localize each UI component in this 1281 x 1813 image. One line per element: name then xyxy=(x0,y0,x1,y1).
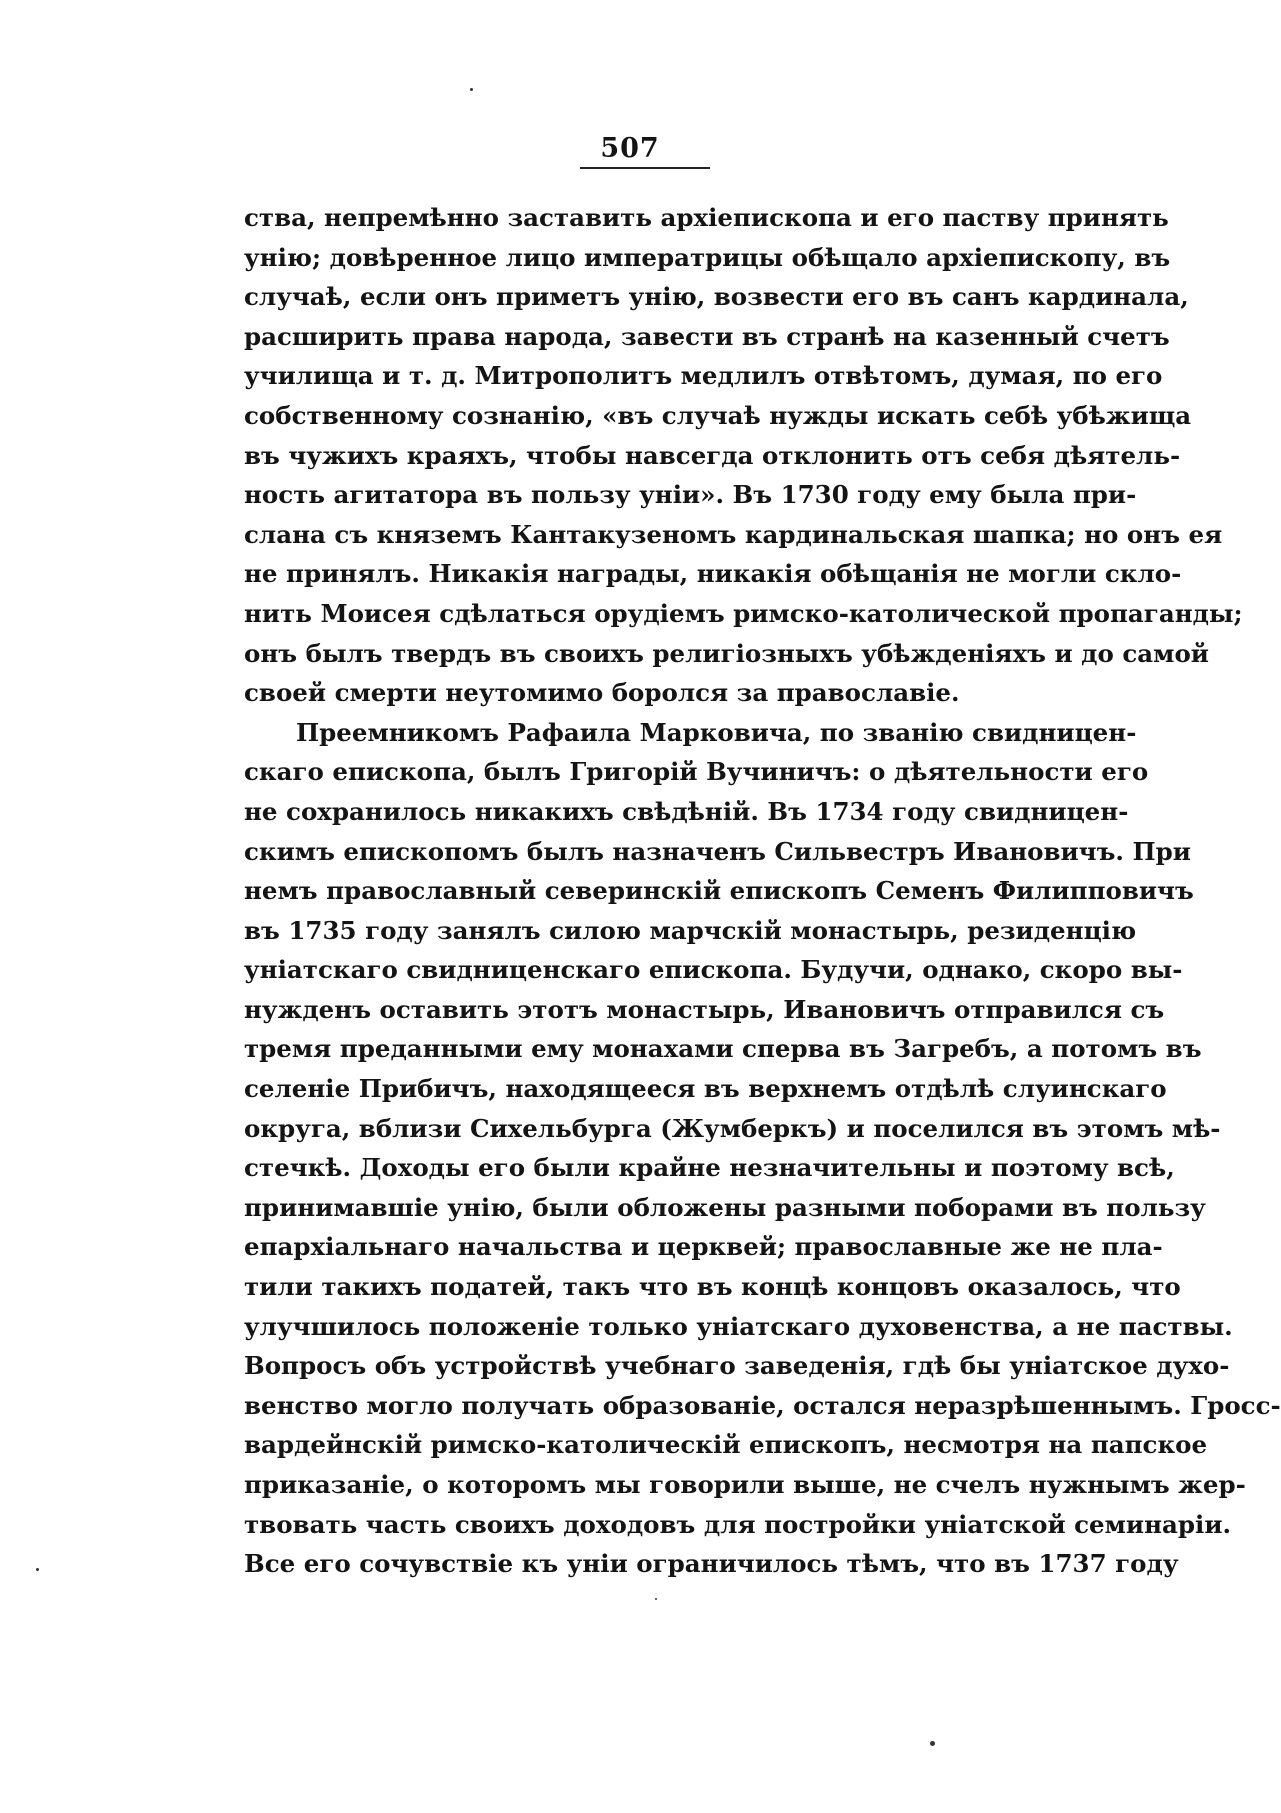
text-line: твовать часть своихъ доходовъ для постройки уніатской семинаріи. xyxy=(244,1509,1232,1539)
text-line: не принялъ. Никакія награды, никакія обѣщанія не могли скло- xyxy=(244,559,1182,589)
text-line: тремя преданными ему монахами сперва въ Загребъ, а потомъ въ xyxy=(244,1034,1202,1064)
text-line: Преемникомъ Рафаила Марковича, по званію свидницен- xyxy=(296,717,1137,747)
text-line: не сохранилось никакихъ свѣдѣній. Въ 1734 году свидницен- xyxy=(244,796,1129,826)
text-line: ства, непремѣнно заставить архіепископа и его паству принять xyxy=(244,203,1169,232)
scan-speck xyxy=(655,1598,657,1600)
text-line: слана съ княземъ Кантакузеномъ кардинальская шапка; но онъ ея xyxy=(244,519,1223,549)
text-line: ность агитатора въ пользу уніи». Въ 1730 году ему была при- xyxy=(244,480,1137,510)
paragraph xyxy=(244,713,1281,1584)
text-line: скимъ епископомъ былъ назначенъ Сильвестръ Ивановичъ. При xyxy=(244,836,1191,866)
body-text xyxy=(244,198,1281,1584)
text-line: нить Моисея сдѣлаться орудіемъ римско-католической пропаганды; xyxy=(244,598,1243,628)
paragraph xyxy=(244,198,1243,713)
text-line: нужденъ оставить этотъ монастырь, Ивановичъ отправился съ xyxy=(244,994,1165,1024)
scan-speck xyxy=(470,88,473,91)
text-line: уніатскаго свидниценскаго епископа. Будучи, однако, скоро вы- xyxy=(244,955,1183,985)
text-line: онъ былъ твердъ въ своихъ религіозныхъ убѣжденіяхъ и до самой xyxy=(244,638,1209,668)
scan-speck xyxy=(930,1741,935,1746)
text-line: унію; довѣренное лицо императрицы обѣщало архіепископу, въ xyxy=(244,242,1171,272)
text-line: округа, вблизи Сихельбурга (Жумберкъ) и поселился въ этомъ мѣ- xyxy=(244,1113,1221,1143)
text-line: немъ православный северинскій епископъ Семенъ Филипповичъ xyxy=(244,876,1194,906)
text-line: Вопросъ объ устройствѣ учебнаго заведенія, гдѣ бы уніатское духо- xyxy=(244,1351,1230,1381)
text-line: вардейнскій римско-католическій епископъ, несмотря на папское xyxy=(244,1430,1208,1460)
text-line: своей смерти неутомимо боролся за православіе. xyxy=(244,678,960,708)
page-number-rule xyxy=(580,167,710,169)
text-line: случаѣ, если онъ приметъ унію, возвести его въ санъ кардинала, xyxy=(244,282,1189,312)
text-line: собственному сознанію, «въ случаѣ нужды искать себѣ убѣжища xyxy=(244,400,1192,430)
text-line: приказаніе, о которомъ мы говорили выше, не счелъ нужнымъ жер- xyxy=(244,1470,1246,1499)
text-line: скаго епископа, былъ Григорій Вучиничъ: о дѣятельности его xyxy=(244,757,1149,787)
text-line: тили такихъ податей, такъ что въ концѣ концовъ оказалось, что xyxy=(244,1272,1181,1302)
text-line: принимавшіе унію, были обложены разными поборами въ пользу xyxy=(244,1192,1206,1222)
scan-speck xyxy=(36,1568,39,1571)
text-line: епархіальнаго начальства и церквей; православные же не пла- xyxy=(244,1232,1163,1262)
text-line: улучшилось положеніе только уніатскаго духовенства, а не паствы. xyxy=(244,1311,1233,1341)
text-line: училища и т. д. Митрополитъ медлилъ отвѣтомъ, думая, по его xyxy=(244,361,1163,391)
text-line: въ чужихъ краяхъ, чтобы навсегда отклонить отъ себя дѣятель- xyxy=(244,440,1181,470)
page-number: 507 xyxy=(600,133,660,164)
text-line: венство могло получать образованіе, остался неразрѣшеннымъ. Гросс- xyxy=(244,1390,1281,1420)
text-line: селеніе Прибичъ, находящееся въ верхнемъ отдѣлѣ слуинскаго xyxy=(244,1074,1167,1104)
text-line: стечкѣ. Доходы его были крайне незначительны и поэтому всѣ, xyxy=(244,1153,1175,1183)
text-line: въ 1735 году занялъ силою марчскій монастырь, резиденцію xyxy=(244,915,1137,945)
text-line: расширить права народа, завести въ странѣ на казенный счетъ xyxy=(244,321,1170,351)
text-line: Все его сочувствіе къ уніи ограничилось тѣмъ, что въ 1737 году xyxy=(244,1549,1179,1579)
